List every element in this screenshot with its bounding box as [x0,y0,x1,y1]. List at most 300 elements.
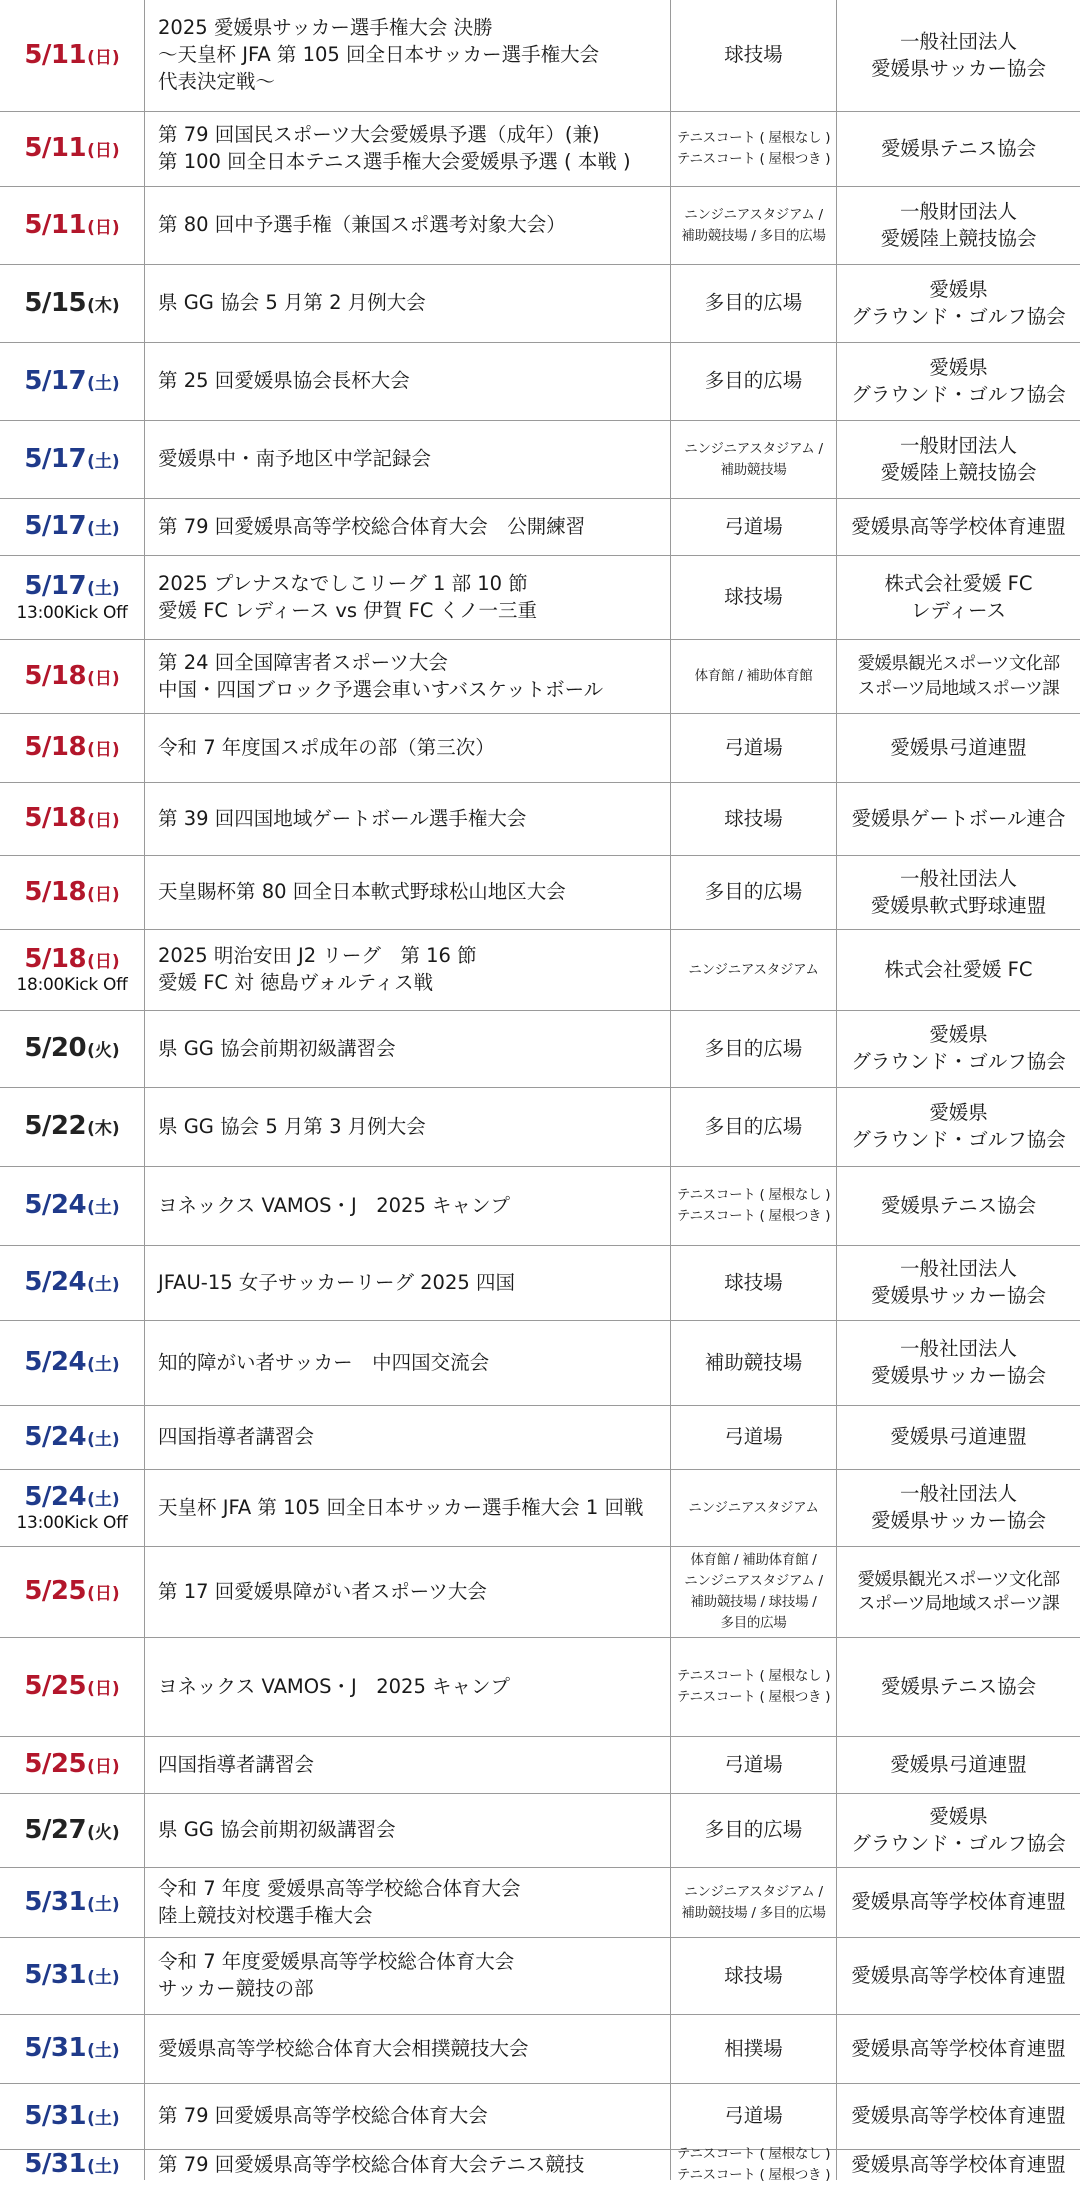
event-weekday: (日) [87,884,120,905]
event-title-line: 第 39 回四国地域ゲートボール選手権大会 [158,806,527,830]
event-date-cell [0,1938,144,2014]
event-organizer-cell [837,2150,1080,2180]
table-row [0,499,1080,556]
event-organizer-line: グラウンド・ゴルフ協会 [851,1128,1066,1151]
event-date [24,1268,119,1298]
event-title-line: 県 GG 協会 5 月第 2 月例大会 [158,291,426,315]
event-date-number: 5/24 [24,1481,87,1512]
event-weekday: (土) [87,2041,120,2062]
event-date [24,1888,119,1918]
event-date [24,1961,119,1991]
event-organizer-cell [837,714,1080,782]
event-title-line: 令和 7 年度国スポ成年の部（第三次） [158,735,495,759]
event-title-line: ヨネックス VAMOS・J 2025 キャンプ [158,1193,511,1217]
event-organizer-cell [837,265,1080,342]
event-venue-cell [671,1321,836,1405]
event-title-line: 陸上競技対校選手権大会 [158,1903,373,1927]
table-row [0,343,1080,421]
table-row [0,640,1080,714]
event-date-cell [0,2084,144,2149]
event-venue-line: 多目的広場 [704,291,803,315]
table-row [0,265,1080,343]
event-weekday: (日) [87,668,120,689]
event-organizer-cell [837,0,1080,111]
event-title-cell [145,1470,670,1546]
event-venue-line: 多目的広場 [704,1818,803,1842]
table-row [0,2015,1080,2084]
event-date-number: 5/11 [24,209,87,240]
event-organizer-cell [837,1470,1080,1546]
event-title-cell [145,1167,670,1245]
event-venue-cell [671,0,836,111]
event-title-line: 第 79 回国民スポーツ大会愛媛県予選（成年）(兼) [158,123,600,147]
event-venue-cell [671,2084,836,2149]
event-title-line: 第 17 回愛媛県障がい者スポーツ大会 [158,1579,487,1603]
event-venue-cell [671,640,836,713]
event-weekday: (土) [87,1198,120,1219]
event-date [24,211,119,241]
event-weekday: (土) [87,2108,120,2129]
event-organizer-line: スポーツ局地域スポーツ課 [857,678,1060,699]
event-date-cell [0,1638,144,1736]
event-title-cell [145,856,670,929]
event-title-line: 天皇賜杯第 80 回全日本軟式野球松山地区大会 [158,880,566,904]
event-organizer-line: 愛媛県弓道連盟 [890,1752,1027,1776]
event-venue-line: 球技場 [724,1270,783,1294]
event-title-line: 愛媛 FC 対 徳島ヴォルティス戦 [158,971,434,994]
event-venue-line: ニンジニアスタジアム / [684,1883,823,1900]
event-date [24,2150,119,2180]
event-title-line: 第 79 回愛媛県高等学校総合体育大会 公開練習 [158,514,586,538]
event-title-line: 四国指導者講習会 [158,1752,315,1776]
kickoff-time: 13:00Kick Off [16,1513,128,1534]
event-title-cell [145,1246,670,1320]
event-weekday: (土) [87,519,120,540]
event-date [24,1577,119,1607]
event-weekday: (土) [87,451,120,472]
event-weekday: (日) [87,1757,120,1778]
event-date [24,1750,119,1780]
event-organizer-line: 愛媛県高等学校体育連盟 [851,2036,1066,2060]
event-title-cell [145,421,670,498]
event-organizer-cell [837,556,1080,639]
event-venue-line: 体育館 / 補助体育館 / [690,1552,817,1569]
event-organizer-line: 株式会社愛媛 FC [884,957,1033,981]
event-date-cell [0,1011,144,1087]
event-date [24,1816,119,1846]
event-organizer-line: 一般社団法人 [899,1257,1017,1281]
event-venue-line: 多目的広場 [704,880,803,904]
table-row [0,1088,1080,1167]
event-organizer-line: 愛媛県軟式野球連盟 [870,893,1047,917]
event-date-number: 5/24 [24,1190,87,1221]
event-title-line: 令和 7 年度愛媛県高等学校総合体育大会 [158,1950,515,1974]
event-organizer-line: 愛媛県高等学校体育連盟 [851,2152,1066,2176]
event-title-cell [145,640,670,713]
event-organizer-line: 愛媛県 [929,1804,988,1828]
event-venue-line: 補助競技場 / 球技場 / [690,1594,817,1610]
event-date-number: 5/31 [24,2100,87,2131]
event-venue-cell [671,499,836,555]
event-venue-cell [671,187,836,264]
event-organizer-cell [837,1547,1080,1637]
event-date-cell [0,714,144,782]
event-weekday: (日) [87,1584,120,1605]
event-date-cell [0,556,144,639]
event-organizer-cell [837,1321,1080,1405]
event-weekday: (火) [87,1822,120,1843]
event-date [24,1112,119,1142]
event-date [24,289,119,319]
event-title-line: 2025 明治安田 J2 リーグ 第 16 節 [158,944,477,968]
event-organizer-line: 一般財団法人 [899,433,1017,457]
event-weekday: (土) [87,579,120,600]
event-organizer-line: 愛媛県ゲートボール連合 [851,806,1066,830]
event-organizer-cell [837,2084,1080,2149]
event-title-line: 第 79 回愛媛県高等学校総合体育大会テニス競技 [158,2152,585,2176]
event-organizer-line: 愛媛県 [929,1101,988,1125]
event-date-number: 5/18 [24,803,87,834]
event-title-cell [145,265,670,342]
event-organizer-line: 愛媛県高等学校体育連盟 [851,2104,1066,2128]
event-venue-cell [671,1938,836,2014]
event-venue-line: 補助競技場 / 多目的広場 [681,227,826,244]
event-date-cell [0,112,144,186]
event-title-cell [145,783,670,855]
event-venue-line: 相撲場 [724,2036,783,2060]
table-row [0,1868,1080,1938]
event-title-line: ～天皇杯 JFA 第 105 回全日本サッカー選手権大会 [158,43,600,67]
table-row [0,1638,1080,1737]
event-date-number: 5/17 [24,365,87,396]
event-date-number: 5/22 [24,1111,87,1142]
event-date [24,1191,119,1221]
event-organizer-cell [837,343,1080,420]
event-date-number: 5/25 [24,1671,87,1702]
event-title-line: 愛媛 FC レディース vs 伊賀 FC くノ一三重 [158,598,538,622]
event-title-cell [145,112,670,186]
event-organizer-line: レディース [911,598,1006,622]
table-row [0,2084,1080,2150]
event-date [24,512,119,542]
event-date [24,804,119,834]
event-venue-cell [671,2146,836,2183]
event-date [24,1672,119,1702]
event-weekday: (日) [87,951,120,972]
event-title-line: 中国・四国ブロック予選会車いすバスケットボール [158,677,604,701]
event-date-number: 5/11 [24,39,87,70]
table-row [0,1246,1080,1321]
event-date [24,945,119,975]
event-title-line: 代表決定戦～ [158,69,276,93]
event-date-cell [0,2015,144,2083]
event-organizer-line: グラウンド・ゴルフ協会 [851,1050,1066,1073]
event-organizer-line: グラウンド・ゴルフ協会 [851,1831,1066,1855]
table-row [0,1406,1080,1470]
event-organizer-cell [837,1088,1080,1166]
event-organizer-line: 一般社団法人 [899,866,1017,890]
event-organizer-cell [837,421,1080,498]
event-title-line: 四国指導者講習会 [158,1425,315,1449]
event-venue-cell [671,714,836,782]
table-row [0,2146,1080,2183]
table-row [0,187,1080,265]
event-title-line: 県 GG 協会 5 月第 3 月例大会 [158,1114,426,1138]
event-venue-cell [671,1868,836,1937]
event-organizer-cell [837,783,1080,855]
event-date [24,2034,119,2064]
event-venue-line: 多目的広場 [720,1614,787,1631]
event-organizer-line: 愛媛県テニス協会 [880,136,1037,160]
event-date-number: 5/25 [24,1749,87,1780]
event-date [24,1034,119,1064]
event-organizer-line: 愛媛県高等学校体育連盟 [851,1963,1066,1987]
table-row [0,783,1080,856]
event-date-cell [0,343,144,420]
event-date-number: 5/17 [24,571,87,602]
event-date-cell [0,1470,144,1546]
event-date-number: 5/25 [24,1576,87,1607]
event-venue-cell [671,1011,836,1087]
event-weekday: (土) [87,1275,120,1296]
table-row [0,556,1080,640]
table-row [0,856,1080,930]
event-venue-cell [671,1406,836,1469]
event-venue-line: ニンジニアスタジアム / [684,206,823,223]
event-title-line: 第 79 回愛媛県高等学校総合体育大会 [158,2104,488,2128]
event-venue-line: テニスコート ( 屋根つき ) [676,1208,831,1224]
event-weekday: (土) [87,373,120,394]
event-date [24,445,119,475]
event-organizer-line: 株式会社愛媛 FC [884,571,1033,595]
event-title-line: 愛媛県中・南予地区中学記録会 [158,447,432,471]
event-title-line: 令和 7 年度 愛媛県高等学校総合体育大会 [158,1876,521,1900]
event-date-cell [0,1794,144,1867]
event-date-number: 5/31 [24,1960,87,1991]
event-venue-line: テニスコート ( 屋根つき ) [676,151,831,167]
event-venue-line: 球技場 [724,43,783,67]
event-date-cell [0,1167,144,1245]
event-organizer-line: スポーツ局地域スポーツ課 [857,1594,1060,1614]
event-title-line: 第 80 回中予選手権（兼国スポ選考対象大会） [158,213,566,237]
event-organizer-line: 愛媛県高等学校体育連盟 [851,514,1066,538]
event-venue-cell [671,265,836,342]
event-venue-cell [671,1737,836,1793]
event-date-number: 5/17 [24,443,87,474]
event-date-cell [0,187,144,264]
event-title-cell [145,2015,670,2083]
event-title-line: 天皇杯 JFA 第 105 回全日本サッカー選手権大会 1 回戦 [158,1495,644,1519]
event-organizer-cell [837,1167,1080,1245]
event-venue-cell [671,112,836,186]
event-date [24,134,119,164]
event-date [24,662,119,692]
event-title-line: 2025 愛媛県サッカー選手権大会 決勝 [158,16,493,40]
event-title-line: 知的障がい者サッカー 中四国交流会 [158,1350,490,1374]
event-weekday: (日) [87,141,120,162]
event-organizer-cell [837,856,1080,929]
event-date-number: 5/18 [24,943,87,974]
event-venue-cell [671,1088,836,1166]
event-venue-line: 補助競技場 / 多目的広場 [681,1904,826,1921]
event-title-cell [145,1088,670,1166]
event-organizer-line: 愛媛県 [929,277,988,301]
event-date-cell [0,1737,144,1793]
event-date-cell [0,421,144,498]
event-venue-cell [671,421,836,498]
table-row [0,1167,1080,1246]
event-title-cell [145,499,670,555]
event-venue-line: テニスコート ( 屋根つき ) [676,2167,831,2183]
event-organizer-line: 一般社団法人 [899,1482,1017,1506]
event-date-cell [0,1547,144,1637]
event-date-cell [0,1088,144,1166]
event-venue-line: 弓道場 [724,2104,783,2128]
kickoff-time: 18:00Kick Off [16,975,128,996]
event-organizer-line: 愛媛県サッカー協会 [870,1284,1047,1307]
event-date-number: 5/15 [24,287,87,318]
event-date-cell [0,265,144,342]
event-date-number: 5/31 [24,2033,87,2064]
event-date-number: 5/24 [24,1421,87,1452]
event-venue-cell [671,856,836,929]
event-venue-cell [671,2015,836,2083]
event-date [24,1348,119,1378]
event-title-cell [145,187,670,264]
table-row [0,1547,1080,1638]
event-venue-line: 多目的広場 [704,369,803,393]
event-date [24,878,119,908]
event-date-number: 5/17 [24,511,87,542]
event-date-cell [0,0,144,111]
event-venue-line: ニンジニアスタジアム / [684,1573,823,1590]
event-organizer-line: 一般社団法人 [899,1337,1017,1361]
event-organizer-line: 愛媛県観光スポーツ文化部 [857,654,1060,675]
event-venue-line: 体育館 / 補助体育館 [694,668,813,685]
event-venue-line: 多目的広場 [704,1114,803,1138]
event-date-cell [0,640,144,713]
event-date-cell [0,1406,144,1469]
event-organizer-line: 愛媛県テニス協会 [880,1193,1037,1217]
event-date-number: 5/31 [24,2149,87,2180]
event-organizer-line: 愛媛県サッカー協会 [870,1364,1047,1387]
event-venue-line: 弓道場 [724,735,783,759]
event-venue-line: テニスコート ( 屋根なし ) [676,130,831,147]
event-title-cell [145,2150,670,2180]
event-venue-cell [671,930,836,1010]
event-venue-line: テニスコート ( 屋根つき ) [676,1689,831,1705]
event-date-number: 5/24 [24,1267,87,1298]
event-title-cell [145,556,670,639]
event-venue-line: ニンジニアスタジアム [688,961,819,978]
event-weekday: (木) [87,295,120,316]
event-organizer-line: 愛媛県弓道連盟 [890,735,1027,759]
event-organizer-cell [837,2015,1080,2083]
event-venue-cell [671,1470,836,1546]
event-date [24,1423,119,1453]
event-date [24,41,119,71]
event-venue-line: 補助競技場 [704,1350,803,1374]
event-title-line: 第 25 回愛媛県協会長杯大会 [158,369,410,393]
event-weekday: (日) [87,1679,120,1700]
event-organizer-cell [837,1246,1080,1320]
event-date-number: 5/24 [24,1347,87,1378]
event-venue-line: テニスコート ( 屋根なし ) [676,2146,831,2163]
event-title-cell [145,1868,670,1937]
event-title-cell [145,2084,670,2149]
event-organizer-cell [837,930,1080,1010]
table-row [0,714,1080,783]
event-title-cell [145,1737,670,1793]
event-title-line: 愛媛県高等学校総合体育大会相撲競技大会 [158,2036,529,2060]
table-row [0,1321,1080,1406]
table-row [0,930,1080,1011]
event-venue-line: 球技場 [724,1963,783,1987]
event-title-cell [145,1406,670,1469]
event-title-line: 2025 プレナスなでしこリーグ 1 部 10 節 [158,571,528,595]
event-weekday: (日) [87,740,120,761]
event-organizer-cell [837,499,1080,555]
event-date-cell [0,1321,144,1405]
event-organizer-line: 愛媛県 [929,355,988,379]
event-venue-line: 弓道場 [724,514,783,538]
event-date [24,733,119,763]
table-row [0,1737,1080,1794]
event-organizer-line: 愛媛県テニス協会 [880,1674,1037,1698]
event-title-cell [145,0,670,111]
event-date-number: 5/31 [24,1886,87,1917]
event-venue-cell [671,343,836,420]
event-title-line: ヨネックス VAMOS・J 2025 キャンプ [158,1674,511,1698]
event-venue-line: 多目的広場 [704,1036,803,1060]
event-weekday: (土) [87,1429,120,1450]
event-organizer-cell [837,112,1080,186]
event-date [24,367,119,397]
event-title-line: 県 GG 協会前期初級講習会 [158,1036,396,1060]
event-date-cell [0,1868,144,1937]
event-date-cell [0,2150,144,2180]
event-date-cell [0,1246,144,1320]
event-organizer-line: 愛媛県サッカー協会 [870,1509,1047,1532]
event-weekday: (木) [87,1119,120,1140]
event-weekday: (土) [87,1894,120,1915]
event-date-cell [0,856,144,929]
event-title-cell [145,930,670,1010]
event-title-cell [145,1794,670,1867]
table-row [0,0,1080,112]
event-organizer-line: 愛媛陸上競技協会 [880,226,1037,250]
event-venue-cell [671,783,836,855]
event-organizer-cell [837,1406,1080,1469]
event-date [24,572,119,602]
event-title-cell [145,714,670,782]
table-row [0,112,1080,187]
event-title-line: 第 100 回全日本テニス選手権大会愛媛県予選 ( 本戦 ) [158,150,631,173]
event-date [24,2102,119,2132]
event-venue-cell [671,1547,836,1637]
event-organizer-cell [837,640,1080,713]
event-organizer-line: 一般財団法人 [899,199,1017,223]
event-organizer-cell [837,1638,1080,1736]
event-date-number: 5/20 [24,1033,87,1064]
event-organizer-line: 愛媛県高等学校体育連盟 [851,1890,1066,1914]
event-organizer-cell [837,1011,1080,1087]
event-venue-line: 弓道場 [724,1425,783,1449]
table-row [0,1938,1080,2015]
event-date-number: 5/11 [24,133,87,164]
event-venue-line: テニスコート ( 屋根なし ) [676,1187,831,1204]
event-weekday: (火) [87,1041,120,1062]
